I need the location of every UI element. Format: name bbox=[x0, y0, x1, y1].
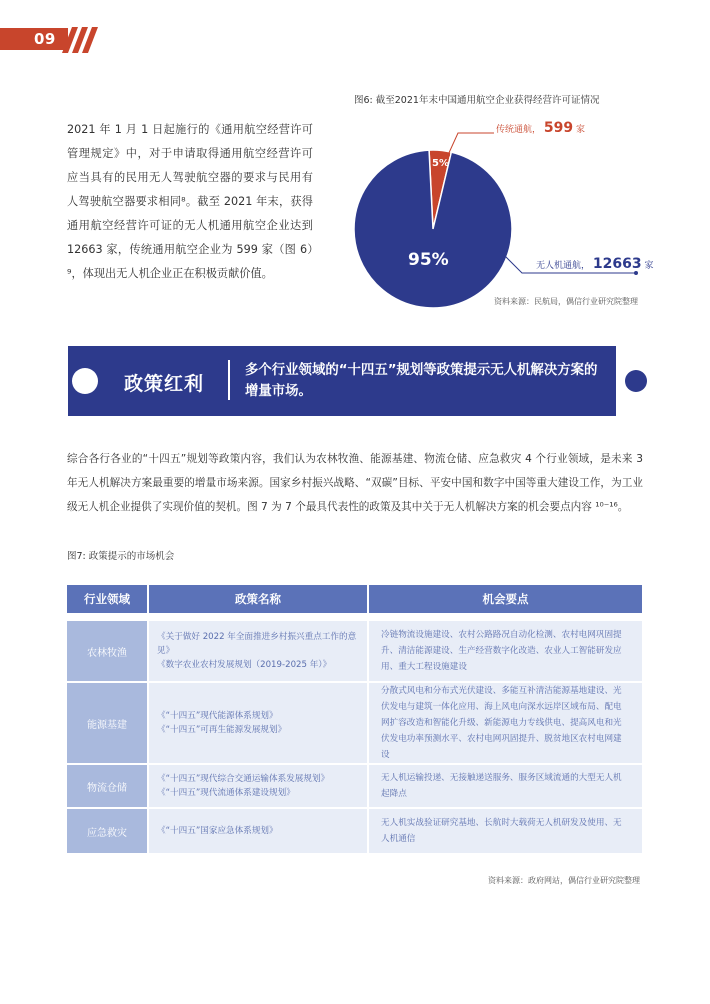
header-category: 行业领域 bbox=[67, 585, 149, 613]
callout-traditional-value: 599 bbox=[543, 120, 574, 136]
intro-paragraph: 2021 年 1 月 1 日起施行的《通用航空经营许可管理规定》中，对于申请取得通用航空经营许可应当具有的民用无人驾驶航空器的要求与民用有人驾驶航空器要求相同⁸。截至 2021 年末，获得通用航空经营许可证的无人机通用航空企业达到 12663 家，传统通用航空企业为 599 家（图 6）⁹，体现出无人机企业正在积极贡献价值。 bbox=[67, 123, 313, 280]
policy-name: 《“十四五”现代流通体系建设规划》 bbox=[157, 788, 295, 798]
figure7-title: 图7: 政策提示的市场机会 bbox=[67, 551, 175, 562]
policy-name: 《关于做好 2022 年全面推进乡村振兴重点工作的意见》 bbox=[157, 632, 357, 656]
table-row bbox=[67, 621, 642, 683]
puzzle-knob-right bbox=[625, 370, 647, 392]
row-category: 农林牧渔 bbox=[67, 621, 149, 683]
policy-table bbox=[67, 585, 642, 855]
banner-tag: 政策红利 bbox=[124, 373, 205, 395]
puzzle-knob-left bbox=[72, 368, 98, 394]
body-paragraph: 综合各行各业的“十四五”规划等政策内容，我们认为农林牧渔、能源基建、物流仓储、应急救灾 4 个行业领域，是未来 3 年无人机解决方案最重要的增量市场来源。国家乡村振兴战略、“双碳”目标、平安中国和数字中国等重大建设工作，为工业级无人机企业提供了实现价值的契机。图 7 为 7 个最具代表性的政策及其中关于无人机解决方案的机会要点内容 ¹⁰⁻¹⁶。 bbox=[67, 453, 643, 513]
table-header-row bbox=[67, 585, 642, 613]
table-row bbox=[67, 683, 642, 765]
banner-headline: 多个行业领域的“十四五”规划等政策提示无人机解决方案的增量市场。 bbox=[245, 363, 598, 399]
row-category: 物流仓储 bbox=[67, 765, 149, 809]
callout-traditional bbox=[496, 120, 585, 136]
callout-drone-unit: 家 bbox=[644, 261, 654, 271]
pie-label-traditional-percent: 5% bbox=[432, 158, 449, 169]
policy-name: 《“十四五”国家应急体系规划》 bbox=[157, 826, 278, 836]
policy-name: 《“十四五”可再生能源发展规划》 bbox=[157, 725, 287, 735]
table-row bbox=[67, 765, 642, 809]
pie-label-drone-percent: 95% bbox=[408, 250, 449, 270]
callout-traditional-unit: 家 bbox=[576, 125, 586, 135]
policy-name: 《“十四五”现代能源体系规划》 bbox=[157, 711, 278, 721]
page-number: 09 bbox=[34, 30, 56, 48]
callout-drone-label: 无人机通航， bbox=[536, 261, 591, 271]
row-opportunities: 无人机实战验证研究基地、长航时大载荷无人机研发及使用、无人机通信 bbox=[369, 809, 642, 855]
callout-drone bbox=[536, 256, 654, 272]
row-policies bbox=[149, 765, 369, 809]
row-policies bbox=[149, 683, 369, 765]
figure7-source: 资料来源：政府网站，偶信行业研究院整理 bbox=[488, 876, 640, 885]
banner-divider bbox=[228, 360, 230, 400]
header-opportunity: 机会要点 bbox=[369, 585, 642, 613]
policy-name: 《数字农业农村发展规划（2019-2025 年）》 bbox=[157, 660, 332, 670]
row-opportunities: 冷链物流设施建设、农村公路路况自动化检测、农村电网巩固提升、清洁能源建设、生产经营数字化改造、农业人工智能研发应用、重大工程设施建设 bbox=[369, 621, 642, 683]
callout-traditional-label: 传统通航， bbox=[496, 125, 542, 135]
row-policies bbox=[149, 809, 369, 855]
callout-drone-value: 12663 bbox=[592, 256, 642, 272]
row-opportunities: 分散式风电和分布式光伏建设、多能互补清洁能源基地建设、光伏发电与建筑一体化应用、海上风电向深水远岸区域布局、配电网扩容改造和智能化升级、新能源电力专线供电、提高风电和光伏发电功率预测水平、农村电网巩固提升、脱贫地区农村电网建设 bbox=[369, 683, 642, 765]
table-row bbox=[67, 809, 642, 855]
row-opportunities: 无人机运输投递、无接触递送服务、服务区域流通的大型无人机起降点 bbox=[369, 765, 642, 809]
row-category: 能源基建 bbox=[67, 683, 149, 765]
policy-name: 《“十四五”现代综合交通运输体系发展规划》 bbox=[157, 774, 330, 784]
row-policies bbox=[149, 621, 369, 683]
figure6-title: 图6: 截至2021年末中国通用航空企业获得经营许可证情况 bbox=[354, 95, 600, 106]
figure6-source: 资料来源：民航局，偶信行业研究院整理 bbox=[494, 297, 638, 306]
header-policy: 政策名称 bbox=[149, 585, 369, 613]
row-category: 应急救灾 bbox=[67, 809, 149, 855]
decorative-slashes bbox=[62, 27, 102, 53]
